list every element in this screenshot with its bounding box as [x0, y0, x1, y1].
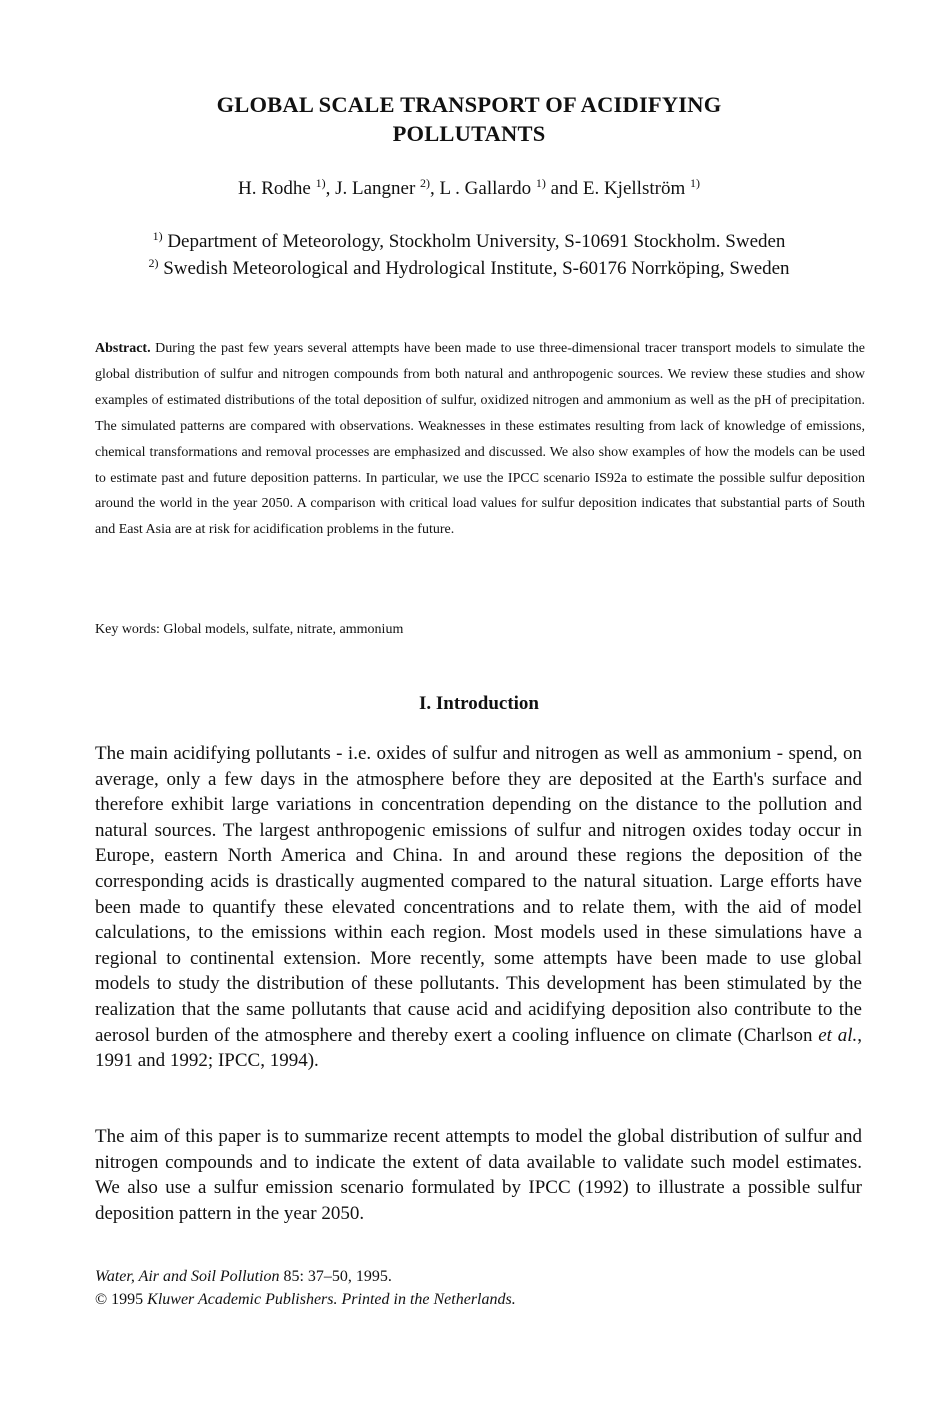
affiliation-text: Swedish Meteorological and Hydrological Institute, S-60176 Norrköping, Sweden — [163, 258, 790, 279]
author-affil-mark: 1) — [315, 176, 326, 190]
title-line-2: POLLUTANTS — [392, 121, 546, 146]
intro-paragraph-1 — [95, 741, 862, 1074]
author-affil-mark: 1) — [535, 176, 546, 190]
section-heading: I. Introduction — [418, 693, 539, 714]
author-name: L . Gallardo — [439, 178, 532, 199]
author-affil-mark: 1) — [689, 176, 700, 190]
journal-volume: 85 — [283, 1268, 300, 1285]
affiliation-text: Department of Meteorology, Stockholm University, S-10691 Stockholm. Sweden — [167, 231, 786, 252]
journal-name: Water, Air and Soil Pollution — [95, 1268, 280, 1285]
journal-pages: : 37–50, 1995. — [299, 1268, 392, 1285]
title-line-1: GLOBAL SCALE TRANSPORT OF ACIDIFYING — [216, 92, 722, 117]
copyright-year: 1995 — [111, 1291, 144, 1308]
author-name: H. Rodhe — [238, 178, 311, 199]
publication-footer — [95, 1265, 865, 1311]
affiliation-mark: 1) — [152, 229, 163, 243]
abstract-label: Abstract. — [95, 341, 151, 356]
author-separator: and — [545, 178, 583, 199]
author-separator: , — [430, 178, 440, 199]
intro-p1-italic: et al. — [818, 1024, 858, 1046]
copyright-line — [95, 1288, 865, 1311]
journal-citation — [95, 1265, 865, 1288]
keywords: Key words: Global models, sulfate, nitrate, ammonium — [95, 622, 404, 637]
affiliation-2 — [0, 255, 938, 282]
affiliation-mark: 2) — [148, 256, 159, 270]
author-list — [0, 177, 938, 201]
copyright-symbol: © — [95, 1291, 108, 1308]
paper-title — [0, 90, 938, 148]
intro-paragraph-2: The aim of this paper is to summarize recent attempts to model the global distribution of sulfur and nitrogen compounds and to indicate the extent of data available to validate such model estimates. We also use a sulfur emission scenario formulated by IPCC (1992) to illustrate a possible sulfur deposition pattern in the year 2050. — [95, 1126, 862, 1224]
publisher: Kluwer Academic Publishers. Printed in the Netherlands. — [147, 1291, 516, 1308]
author-affil-mark: 2) — [420, 176, 431, 190]
abstract-text: During the past few years several attempts have been made to use three-dimensional tracer transport models to simulate the global distribution of sulfur and nitrogen compounds from both natural and anthropogenic sources. We review these studies and show examples of estimated distributions of the total deposition of sulfur, oxidized nitrogen and ammonium as well as the pH of precipitation. The simulated patterns are compared with observations. Weaknesses in these estimates resulting from lack of knowledge of emissions, chemical transformations and removal processes are emphasized and discussed. We also show examples of how the models can be used to estimate past and future deposition patterns. In particular, we use the IPCC scenario IS92a to estimate the possible sulfur deposition around the world in the year 2050. A comparison with critical load values for sulfur deposition indicates that substantial parts of South and East Asia are at risk for acidification problems in the future. — [95, 341, 866, 538]
intro-p1-text: The main acidifying pollutants - i.e. oxides of sulfur and nitrogen as well as ammonium - spend, on average, only a few days in the atmosphere before they are deposited at the Earth's surface and therefore exhibit large variations in concentration depending on the distance to the pollution and natural sources. The largest anthropogenic emissions of sulfur and nitrogen oxides today occur in Europe, eastern North America and China. In and around these regions the deposition of the corresponding acids is drastically augmented compared to the natural situation. Large efforts have been made to quantify these elevated concentrations and to relate them, with the aid of model calculations, to the emissions within each region. Most models used in these simulations have a regional to continental extension. More recently, some attempts have been made to use global models to study the distribution of these pollutants. This development has been stimulated by the realization that the same pollutants that cause acid and acidifying deposition also contribute to the aerosol burden of the atmosphere and thereby exert a cooling influence on climate (Charlson — [95, 743, 862, 1046]
author-name: E. Kjellström — [582, 178, 686, 199]
abstract — [95, 336, 865, 543]
affiliations — [0, 228, 938, 282]
intro-p1-end: , 1991 and 1992; IPCC, 1994). — [95, 1024, 863, 1072]
author-name: J. Langner — [335, 178, 416, 199]
affiliation-1 — [0, 228, 938, 255]
author-separator: , — [325, 178, 336, 199]
